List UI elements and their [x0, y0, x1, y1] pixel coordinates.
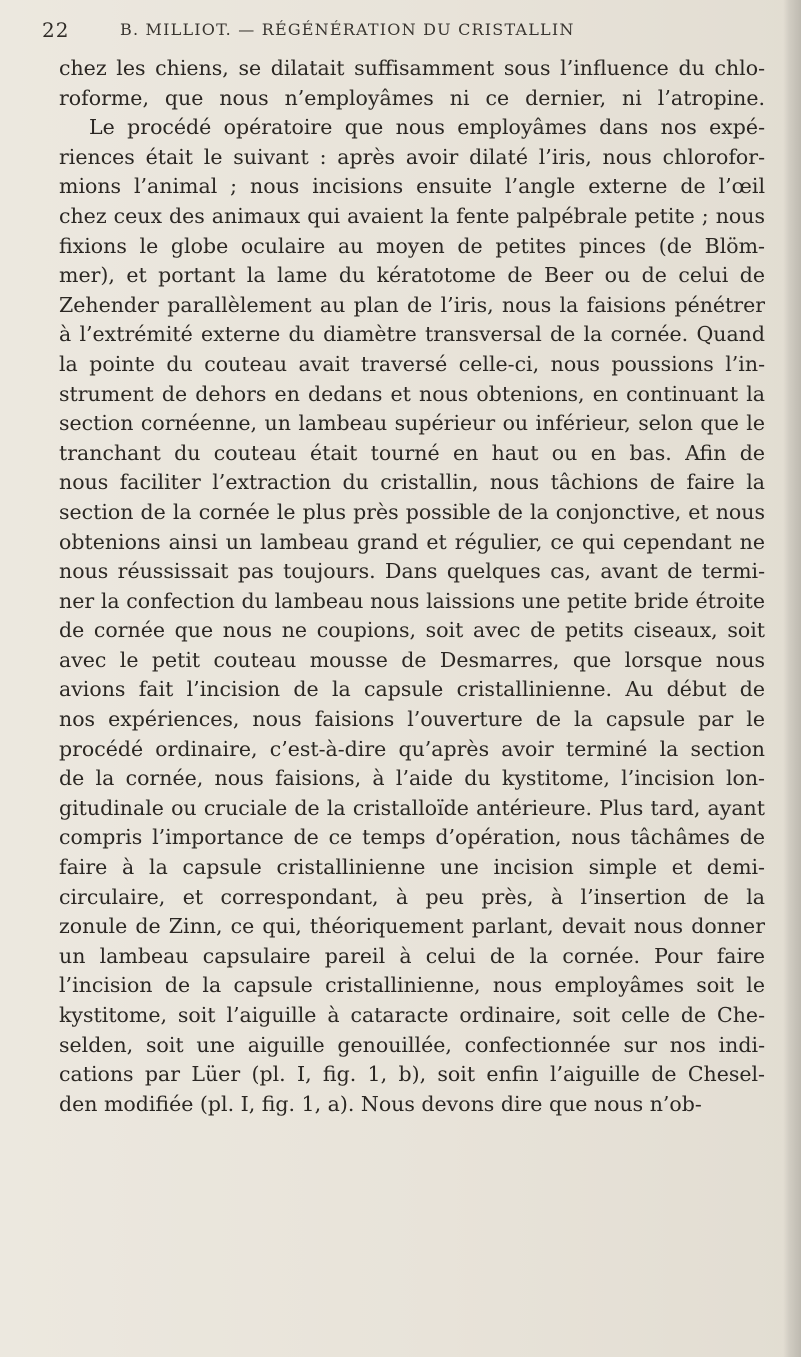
text-line: mer), et portant la lame du kératotome de Beer ou de celui de [59, 263, 765, 288]
text-line: la pointe du couteau avait traversé celle-ci, nous poussions l’in- [59, 351, 765, 376]
text-line: de cornée que nous ne coupions, soit avec de petits ciseaux, soit [59, 618, 765, 643]
text-line: fixions le globe oculaire au moyen de petites pinces (de Blöm- [59, 233, 765, 258]
text-line: faire à la capsule cristallinienne une incision simple et demi- [59, 855, 765, 880]
text-line: chez ceux des animaux qui avaient la fente palpébrale petite ; nous [59, 203, 765, 228]
text-line: gitudinale ou cruciale de la cristalloïde antérieure. Plus tard, ayant [59, 795, 765, 820]
page-number: 22 [42, 18, 70, 42]
text-line: riences était le suivant : après avoir dilaté l’iris, nous chlorofor- [59, 144, 765, 169]
text-line: selden, soit une aiguille genouillée, confectionnée sur nos indi- [59, 1032, 765, 1057]
text-line: avec le petit couteau mousse de Desmarres, que lorsque nous [59, 647, 765, 672]
text-line: circulaire, et correspondant, à peu près, à l’insertion de la [59, 884, 765, 909]
text-line: nous réussissait pas toujours. Dans quelques cas, avant de termi- [59, 559, 765, 584]
text-line: Zehender parallèlement au plan de l’iris, nous la faisions pénétrer [59, 292, 765, 317]
text-line: nous faciliter l’extraction du cristallin, nous tâchions de faire la [59, 470, 765, 495]
text-line: den modifiée (pl. I, fig. 1, a). Nous devons dire que nous n’ob- [59, 1091, 702, 1116]
text-line: avions fait l’incision de la capsule cristallinienne. Au début de [59, 677, 765, 702]
text-line: procédé ordinaire, c’est-à-dire qu’après avoir terminé la section [59, 736, 765, 761]
text-line: nos expériences, nous faisions l’ouverture de la capsule par le [59, 707, 765, 732]
text-line: chez les chiens, se dilatait suffisamment sous l’influence du chlo- [59, 56, 765, 80]
text-line: obtenions ainsi un lambeau grand et régulier, ce qui cependant ne [59, 529, 765, 554]
text-line: cations par Lüer (pl. I, fig. 1, b), soit enfin l’aiguille de Chesel- [59, 1062, 765, 1087]
text-line: l’incision de la capsule cristallinienne, nous employâmes soit le [59, 973, 765, 998]
text-line: strument de dehors en dedans et nous obtenions, en continuant la [59, 381, 765, 406]
text-line: compris l’importance de ce temps d’opération, nous tâchâmes de [59, 825, 765, 850]
text-line: roforme, que nous n’employâmes ni ce dernier, ni l’atropine. [59, 85, 765, 110]
text-line: tranchant du couteau était tourné en haut ou en bas. Afin de [59, 440, 765, 465]
text-line: un lambeau capsulaire pareil à celui de la cornée. Pour faire [59, 943, 765, 968]
text-line: à l’extrémité externe du diamètre transversal de la cornée. Quand [59, 322, 765, 347]
body-text [59, 54, 765, 1119]
page-edge-shadow [783, 0, 801, 1357]
text-line: zonule de Zinn, ce qui, théoriquement parlant, devait nous donner [59, 914, 765, 939]
text-line: Le procédé opératoire que nous employâmes dans nos expé- [89, 115, 765, 140]
text-line: section de la cornée le plus près possible de la conjonctive, et nous [59, 499, 765, 524]
text-line: ner la confection du lambeau nous laissions une petite bride étroite [59, 588, 765, 613]
page-header [42, 18, 762, 54]
running-head: B. MILLIOT. — RÉGÉNÉRATION DU CRISTALLIN [120, 20, 575, 39]
text-line: kystitome, soit l’aiguille à cataracte ordinaire, soit celle de Che- [59, 1003, 765, 1027]
text-line: de la cornée, nous faisions, à l’aide du kystitome, l’incision lon- [59, 766, 765, 791]
text-line: section cornéenne, un lambeau supérieur ou inférieur, selon que le [59, 411, 765, 436]
text-line: mions l’animal ; nous incisions ensuite l’angle externe de l’œil [59, 174, 765, 199]
